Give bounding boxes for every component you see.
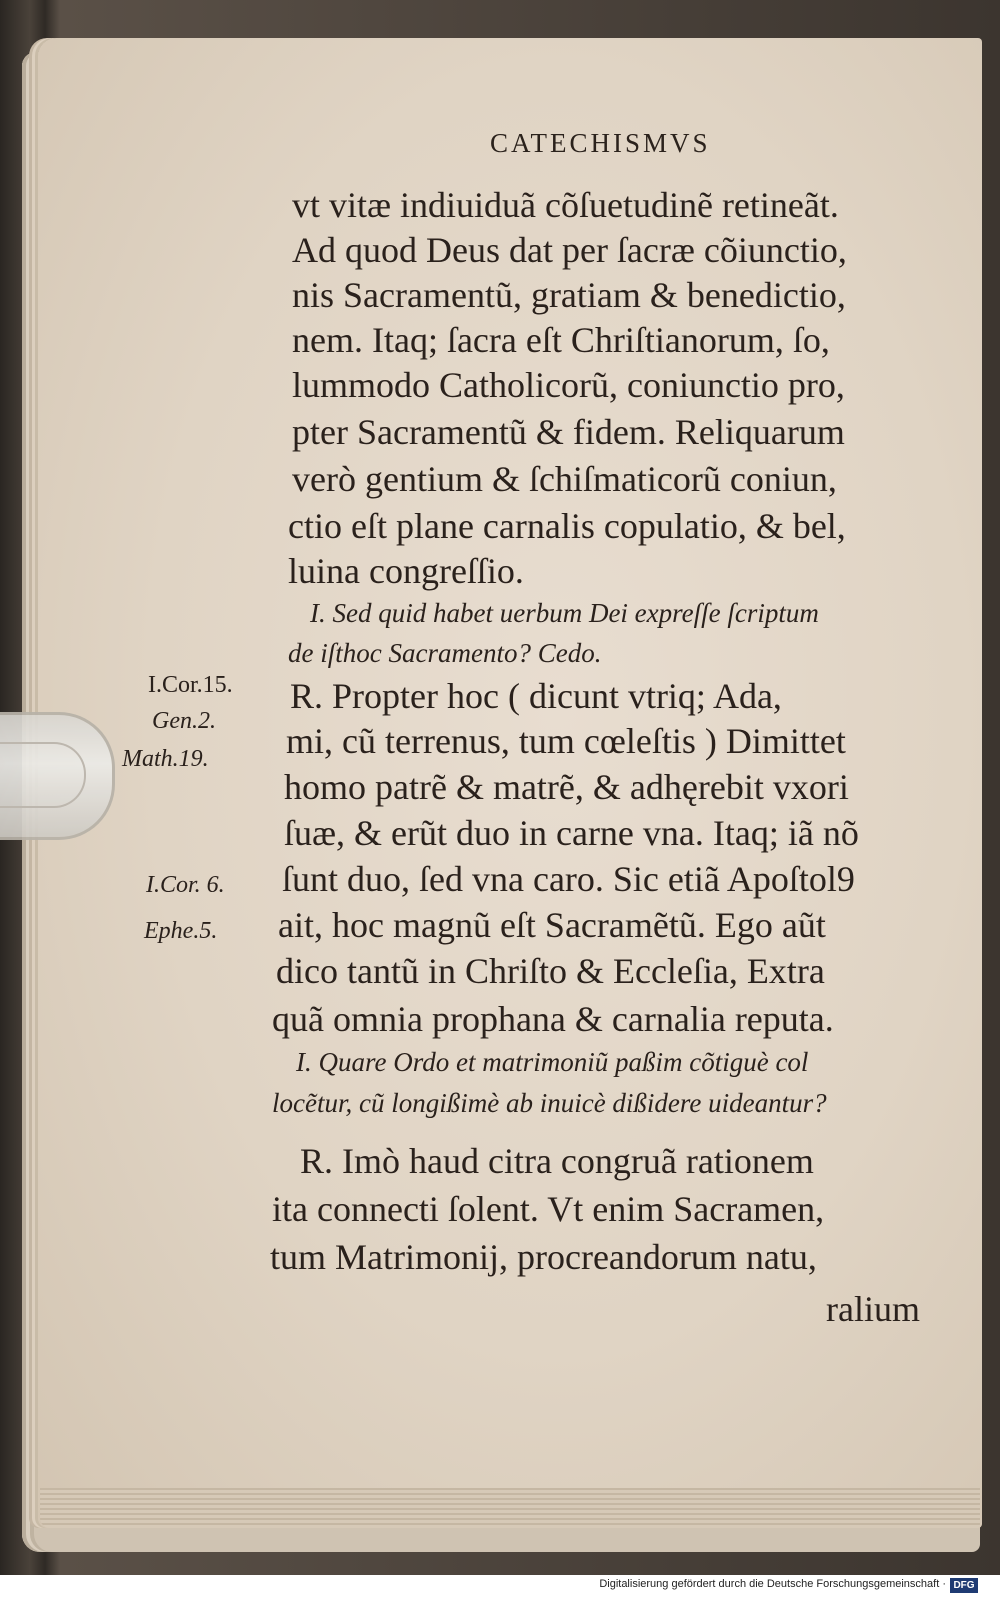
page-clip-inner bbox=[0, 742, 86, 808]
text-line: nis Sacramentũ, gratiam & benedictio, bbox=[292, 275, 846, 315]
text-line: ſunt duo, ſed vna caro. Sic etiã Apoſtol9 bbox=[282, 859, 855, 899]
text-line: ſuæ, & erũt duo in carne vna. Itaq; iã nõ bbox=[284, 813, 859, 853]
catchword: ralium bbox=[826, 1289, 920, 1329]
text-line: ita connecti ſolent. Vt enim Sacramen, bbox=[272, 1189, 825, 1229]
footer-bar bbox=[0, 1575, 1000, 1598]
margin-note: I.Cor. 6. bbox=[146, 872, 225, 898]
text-line: vt vitæ indiuiduã cõſuetudinẽ retineãt. bbox=[292, 185, 839, 225]
page-edges bbox=[40, 1488, 980, 1528]
text-line: Ad quod Deus dat per ſacræ cõiunctio, bbox=[292, 230, 847, 270]
text-line: dico tantũ in Chriſto & Eccleſia, Extra bbox=[276, 951, 825, 991]
text-line: R. Propter hoc ( dicunt vtriq; Ada, bbox=[290, 676, 782, 716]
question-line: locẽtur, cũ longißimè ab inuicè dißidere uideantur? bbox=[272, 1088, 827, 1118]
running-head: CATECHISMVS bbox=[490, 128, 711, 158]
margin-note: Math.19. bbox=[122, 746, 209, 772]
margin-note: Gen.2. bbox=[152, 708, 216, 734]
margin-note: Ephe.5. bbox=[144, 918, 218, 944]
question-line: I. Quare Ordo et matrimoniũ paßim cõtiguè col bbox=[296, 1047, 809, 1077]
text-line: R. Imò haud citra congruã rationem bbox=[300, 1141, 814, 1181]
text-line: quã omnia prophana & carnalia reputa. bbox=[272, 999, 834, 1039]
question-line: de iſthoc Sacramento? Cedo. bbox=[288, 638, 602, 668]
text-line: ctio eſt plane carnalis copulatio, & bel, bbox=[288, 506, 846, 546]
question-line: I. Sed quid habet uerbum Dei expreſſe ſcriptum bbox=[310, 598, 819, 628]
text-line: luina congreſſio. bbox=[288, 551, 524, 591]
text-line: homo patrẽ & matrẽ, & adhęrebit vxori bbox=[284, 767, 849, 807]
text-line: mi, cũ terrenus, tum cœleſtis ) Dimittet bbox=[286, 721, 846, 761]
text-line: pter Sacramentũ & fidem. Reliquarum bbox=[292, 412, 845, 452]
dfg-logo: DFG bbox=[950, 1578, 978, 1593]
text-line: tum Matrimonij, procreandorum natu, bbox=[270, 1237, 817, 1277]
text-line: nem. Itaq; ſacra eſt Chriſtianorum, ſo, bbox=[292, 320, 830, 360]
margin-note: I.Cor.15. bbox=[148, 672, 233, 698]
text-line: ait, hoc magnũ eſt Sacramẽtũ. Ego aũt bbox=[278, 905, 826, 945]
footer-credit: Digitalisierung gefördert durch die Deutsche Forschungsgemeinschaft · bbox=[599, 1578, 946, 1590]
text-line: verò gentium & ſchiſmaticorũ coniun, bbox=[292, 459, 837, 499]
text-line: lummodo Catholicorũ, coniunctio pro, bbox=[292, 365, 845, 405]
